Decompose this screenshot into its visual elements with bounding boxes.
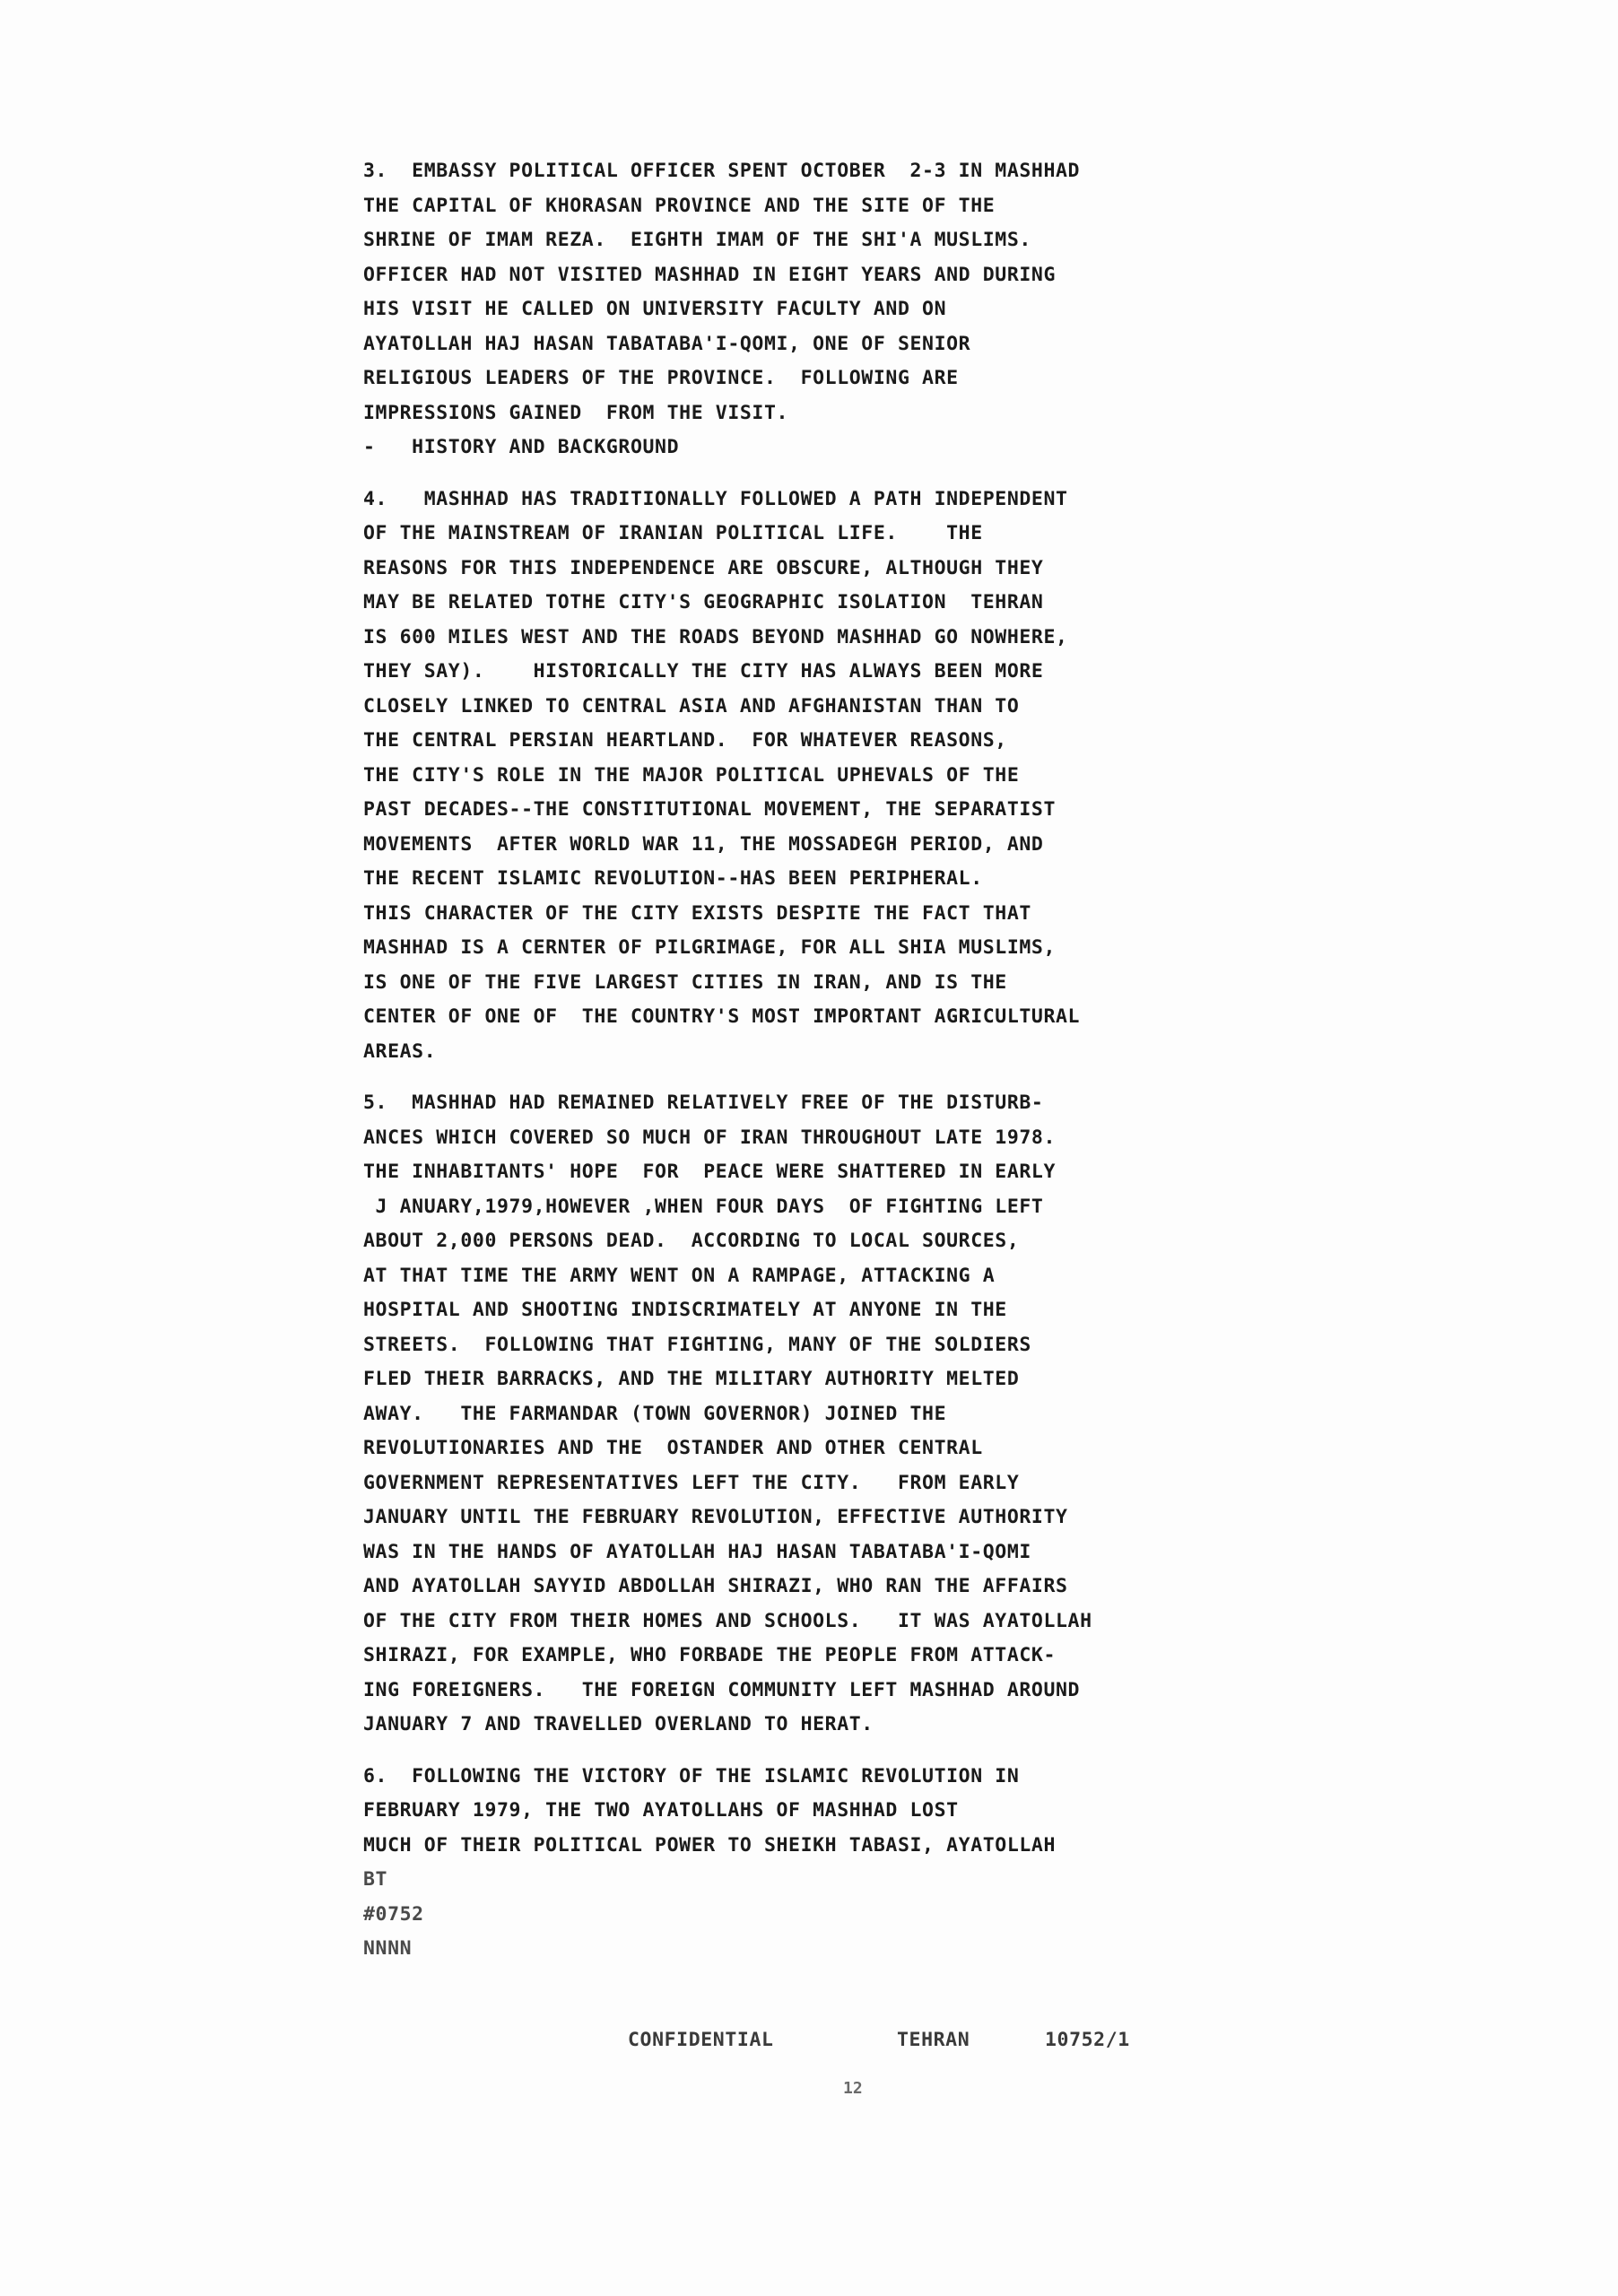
text-line: SHIRAZI, FOR EXAMPLE, WHO FORBADE THE PEOPLE FROM ATTACK- [363, 1644, 1057, 1666]
text-line: ANCES WHICH COVERED SO MUCH OF IRAN THROUGHOUT LATE 1978. [363, 1126, 1057, 1149]
text-line: IMPRESSIONS GAINED FROM THE VISIT. [363, 401, 789, 424]
break-marker: BT [363, 1868, 388, 1891]
text-line: CLOSELY LINKED TO CENTRAL ASIA AND AFGHANISTAN THAN TO [363, 694, 1020, 718]
paragraph-6 [363, 1760, 1260, 1967]
text-line: THE CITY'S ROLE IN THE MAJOR POLITICAL UPHEVALS OF THE [363, 763, 1020, 787]
text-line: OF THE CITY FROM THEIR HOMES AND SCHOOLS. IT WAS AYATOLLAH [363, 1609, 1092, 1632]
text-line: THE CAPITAL OF KHORASAN PROVINCE AND THE SITE OF THE [363, 194, 996, 217]
text-line: HOSPITAL AND SHOOTING INDISCRIMATELY AT ANYONE IN THE [363, 1299, 1007, 1321]
text-line: MAY BE RELATED TOTHE CITY'S GEOGRAPHIC ISOLATION TEHRAN [363, 591, 1044, 613]
end-marker: NNNN [363, 1937, 413, 1960]
text-line: J ANUARY,1979,HOWEVER ,WHEN FOUR DAYS OF FIGHTING LEFT [363, 1195, 1044, 1218]
text-line: OF THE MAINSTREAM OF IRANIAN POLITICAL LIFE. THE [363, 522, 983, 544]
text-line: THE RECENT ISLAMIC REVOLUTION--HAS BEEN PERIPHERAL. [363, 867, 983, 890]
text-line: MASHHAD IS A CERNTER OF PILGRIMAGE, FOR ALL SHIA MUSLIMS, [363, 936, 1057, 959]
message-number: #0752 [363, 1902, 424, 1926]
text-line: AT THAT TIME THE ARMY WENT ON A RAMPAGE, ATTACKING A [363, 1264, 996, 1287]
text-line: THIS CHARACTER OF THE CITY EXISTS DESPITE THE FACT THAT [363, 901, 1031, 925]
text-line: ABOUT 2,000 PERSONS DEAD. ACCORDING TO LOCAL SOURCES, [363, 1230, 1020, 1252]
text-line: THEY SAY). HISTORICALLY THE CITY HAS ALWAYS BEEN MORE [363, 660, 1044, 683]
text-line: REVOLUTIONARIES AND THE OSTANDER AND OTHER CENTRAL [363, 1437, 983, 1459]
paragraph-5 [363, 1086, 1260, 1743]
text-line: REASONS FOR THIS INDEPENDENCE ARE OBSCURE, ALTHOUGH THEY [363, 556, 1044, 579]
text-line: 5. MASHHAD HAD REMAINED RELATIVELY FREE OF THE DISTURB- [363, 1091, 1044, 1114]
text-line: JANUARY 7 AND TRAVELLED OVERLAND TO HERAT. [363, 1713, 874, 1735]
originating-post: TEHRAN [897, 2029, 970, 2051]
text-line: AWAY. THE FARMANDAR (TOWN GOVERNOR) JOINED THE [363, 1402, 947, 1425]
text-line: ING FOREIGNERS. THE FOREIGN COMMUNITY LEFT MASHHAD AROUND [363, 1678, 1081, 1701]
text-line: FEBRUARY 1979, THE TWO AYATOLLAHS OF MASHHAD LOST [363, 1799, 959, 1822]
text-line: STREETS. FOLLOWING THAT FIGHTING, MANY OF THE SOLDIERS [363, 1333, 1031, 1356]
paragraph-4 [363, 483, 1260, 1070]
text-line: 4. MASHHAD HAS TRADITIONALLY FOLLOWED A PATH INDEPENDENT [363, 487, 1068, 510]
text-line: GOVERNMENT REPRESENTATIVES LEFT THE CITY. FROM EARLY [363, 1471, 1020, 1494]
text-line: HIS VISIT HE CALLED ON UNIVERSITY FACULTY AND ON [363, 298, 947, 320]
text-line: THE INHABITANTS' HOPE FOR PEACE WERE SHATTERED IN EARLY [363, 1161, 1057, 1183]
paragraph-3 [363, 154, 1260, 465]
text-line: PAST DECADES--THE CONSTITUTIONAL MOVEMENT, THE SEPARATIST [363, 798, 1057, 821]
text-line: IS ONE OF THE FIVE LARGEST CITIES IN IRAN, AND IS THE [363, 970, 1007, 994]
text-line: WAS IN THE HANDS OF AYATOLLAH HAJ HASAN TABATABA'I-QOMI [363, 1540, 1031, 1563]
text-line: AYATOLLAH HAJ HASAN TABATABA'I-QOMI, ONE OF SENIOR [363, 332, 971, 355]
text-line: RELIGIOUS LEADERS OF THE PROVINCE. FOLLOWING ARE [363, 367, 959, 389]
classification-label: CONFIDENTIAL [628, 2029, 774, 2051]
text-line: AREAS. [363, 1039, 437, 1063]
text-line: JANUARY UNTIL THE FEBRUARY REVOLUTION, EFFECTIVE AUTHORITY [363, 1506, 1068, 1528]
text-line: SHRINE OF IMAM REZA. EIGHTH IMAM OF THE SHI'A MUSLIMS. [363, 229, 1031, 251]
cable-reference: 10752/1 [1045, 2029, 1130, 2051]
cable-footer [628, 2029, 1274, 2051]
text-line: MOVEMENTS AFTER WORLD WAR 11, THE MOSSADEGH PERIOD, AND [363, 832, 1044, 856]
text-line: OFFICER HAD NOT VISITED MASHHAD IN EIGHT YEARS AND DURING [363, 263, 1057, 286]
text-line: MUCH OF THEIR POLITICAL POWER TO SHEIKH TABASI, AYATOLLAH [363, 1833, 1057, 1857]
text-line: IS 600 MILES WEST AND THE ROADS BEYOND MASHHAD GO NOWHERE, [363, 625, 1068, 648]
text-line: CENTER OF ONE OF THE COUNTRY'S MOST IMPORTANT AGRICULTURAL [363, 1005, 1081, 1028]
text-line: FLED THEIR BARRACKS, AND THE MILITARY AUTHORITY MELTED [363, 1368, 1020, 1390]
page-number: 12 [843, 2079, 863, 2098]
text-line: 6. FOLLOWING THE VICTORY OF THE ISLAMIC REVOLUTION IN [363, 1764, 1020, 1787]
text-line: 3. EMBASSY POLITICAL OFFICER SPENT OCTOBER 2-3 IN MASHHAD [363, 160, 1081, 182]
text-line: AND AYATOLLAH SAYYID ABDOLLAH SHIRAZI, WHO RAN THE AFFAIRS [363, 1575, 1068, 1597]
section-heading: - HISTORY AND BACKGROUND [363, 436, 680, 458]
text-line: THE CENTRAL PERSIAN HEARTLAND. FOR WHATEVER REASONS, [363, 729, 1007, 752]
cable-body [363, 154, 1260, 1967]
